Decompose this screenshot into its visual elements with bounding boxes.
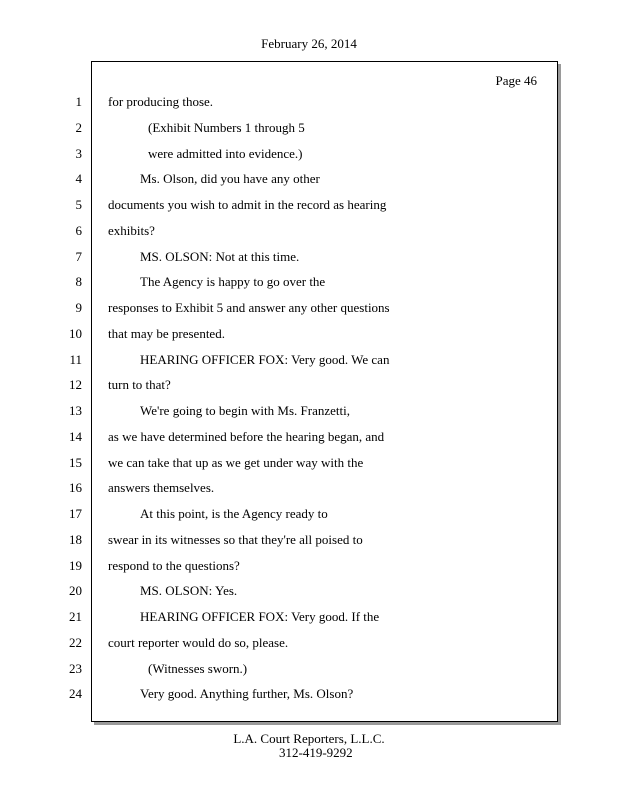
page-number: Page 46 [495, 73, 537, 88]
line-number: 16 [69, 480, 82, 496]
transcript-line: court reporter would do so, please. [108, 634, 289, 650]
line-number: 22 [69, 634, 82, 650]
transcript-line: were admitted into evidence.) [148, 145, 303, 161]
transcript-line: MS. OLSON: Yes. [140, 583, 238, 599]
line-number: 21 [69, 609, 82, 624]
line-number: 17 [69, 506, 82, 521]
transcript-line: turn to that? [108, 377, 171, 393]
line-number: 23 [69, 660, 82, 676]
transcript-line: Very good. Anything further, Ms. Olson? [140, 686, 354, 702]
transcript-line: respond to the questions? [108, 557, 240, 573]
line-number: 10 [69, 325, 82, 341]
transcript-line: HEARING OFFICER FOX: Very good. If the [140, 609, 380, 624]
line-number: 7 [75, 248, 82, 264]
line-number: 11 [69, 351, 82, 367]
transcript-line: We're going to begin with Ms. Franzetti, [140, 403, 350, 418]
transcript-line: for producing those. [108, 94, 214, 109]
transcript-line: responses to Exhibit 5 and answer any other questions [108, 300, 390, 315]
line-number: 4 [75, 171, 82, 187]
header-date: February 26, 2014 [261, 36, 357, 51]
footer-company: L.A. Court Reporters, L.L.C. [233, 731, 385, 746]
transcript-page [91, 61, 558, 722]
line-number: 6 [75, 222, 82, 238]
transcript-line: exhibits? [108, 222, 155, 238]
transcript-line: swear in its witnesses so that they're all poised to [108, 531, 363, 547]
transcript-line: we can take that up as we get under way with the [108, 454, 364, 470]
line-number: 19 [69, 557, 82, 573]
line-number: 3 [75, 145, 82, 161]
transcript-line: The Agency is happy to go over the [140, 274, 326, 290]
line-number: 24 [69, 686, 82, 702]
line-number: 5 [75, 197, 82, 212]
transcript-line: Ms. Olson, did you have any other [140, 171, 320, 187]
line-number: 14 [69, 428, 82, 444]
transcript-line: At this point, is the Agency ready to [140, 506, 328, 521]
line-number: 12 [69, 377, 82, 393]
line-number: 13 [69, 403, 82, 418]
footer-phone: 312-419-9292 [279, 745, 353, 760]
transcript-line: MS. OLSON: Not at this time. [140, 248, 300, 264]
transcript-line: documents you wish to admit in the record as hearing [108, 197, 387, 212]
line-number: 1 [75, 94, 82, 109]
transcript-line: as we have determined before the hearing began, and [108, 428, 385, 444]
transcript-line: (Witnesses sworn.) [148, 660, 248, 676]
line-number: 20 [69, 583, 82, 599]
line-number: 15 [69, 454, 82, 470]
transcript-line: that may be presented. [108, 325, 225, 341]
transcript-line: HEARING OFFICER FOX: Very good. We can [140, 351, 390, 367]
transcript-line: (Exhibit Numbers 1 through 5 [148, 119, 305, 135]
line-number: 18 [69, 531, 82, 547]
line-number: 8 [75, 274, 82, 290]
transcript-line: answers themselves. [108, 480, 215, 496]
line-number: 9 [75, 300, 82, 315]
line-number: 2 [75, 119, 82, 135]
